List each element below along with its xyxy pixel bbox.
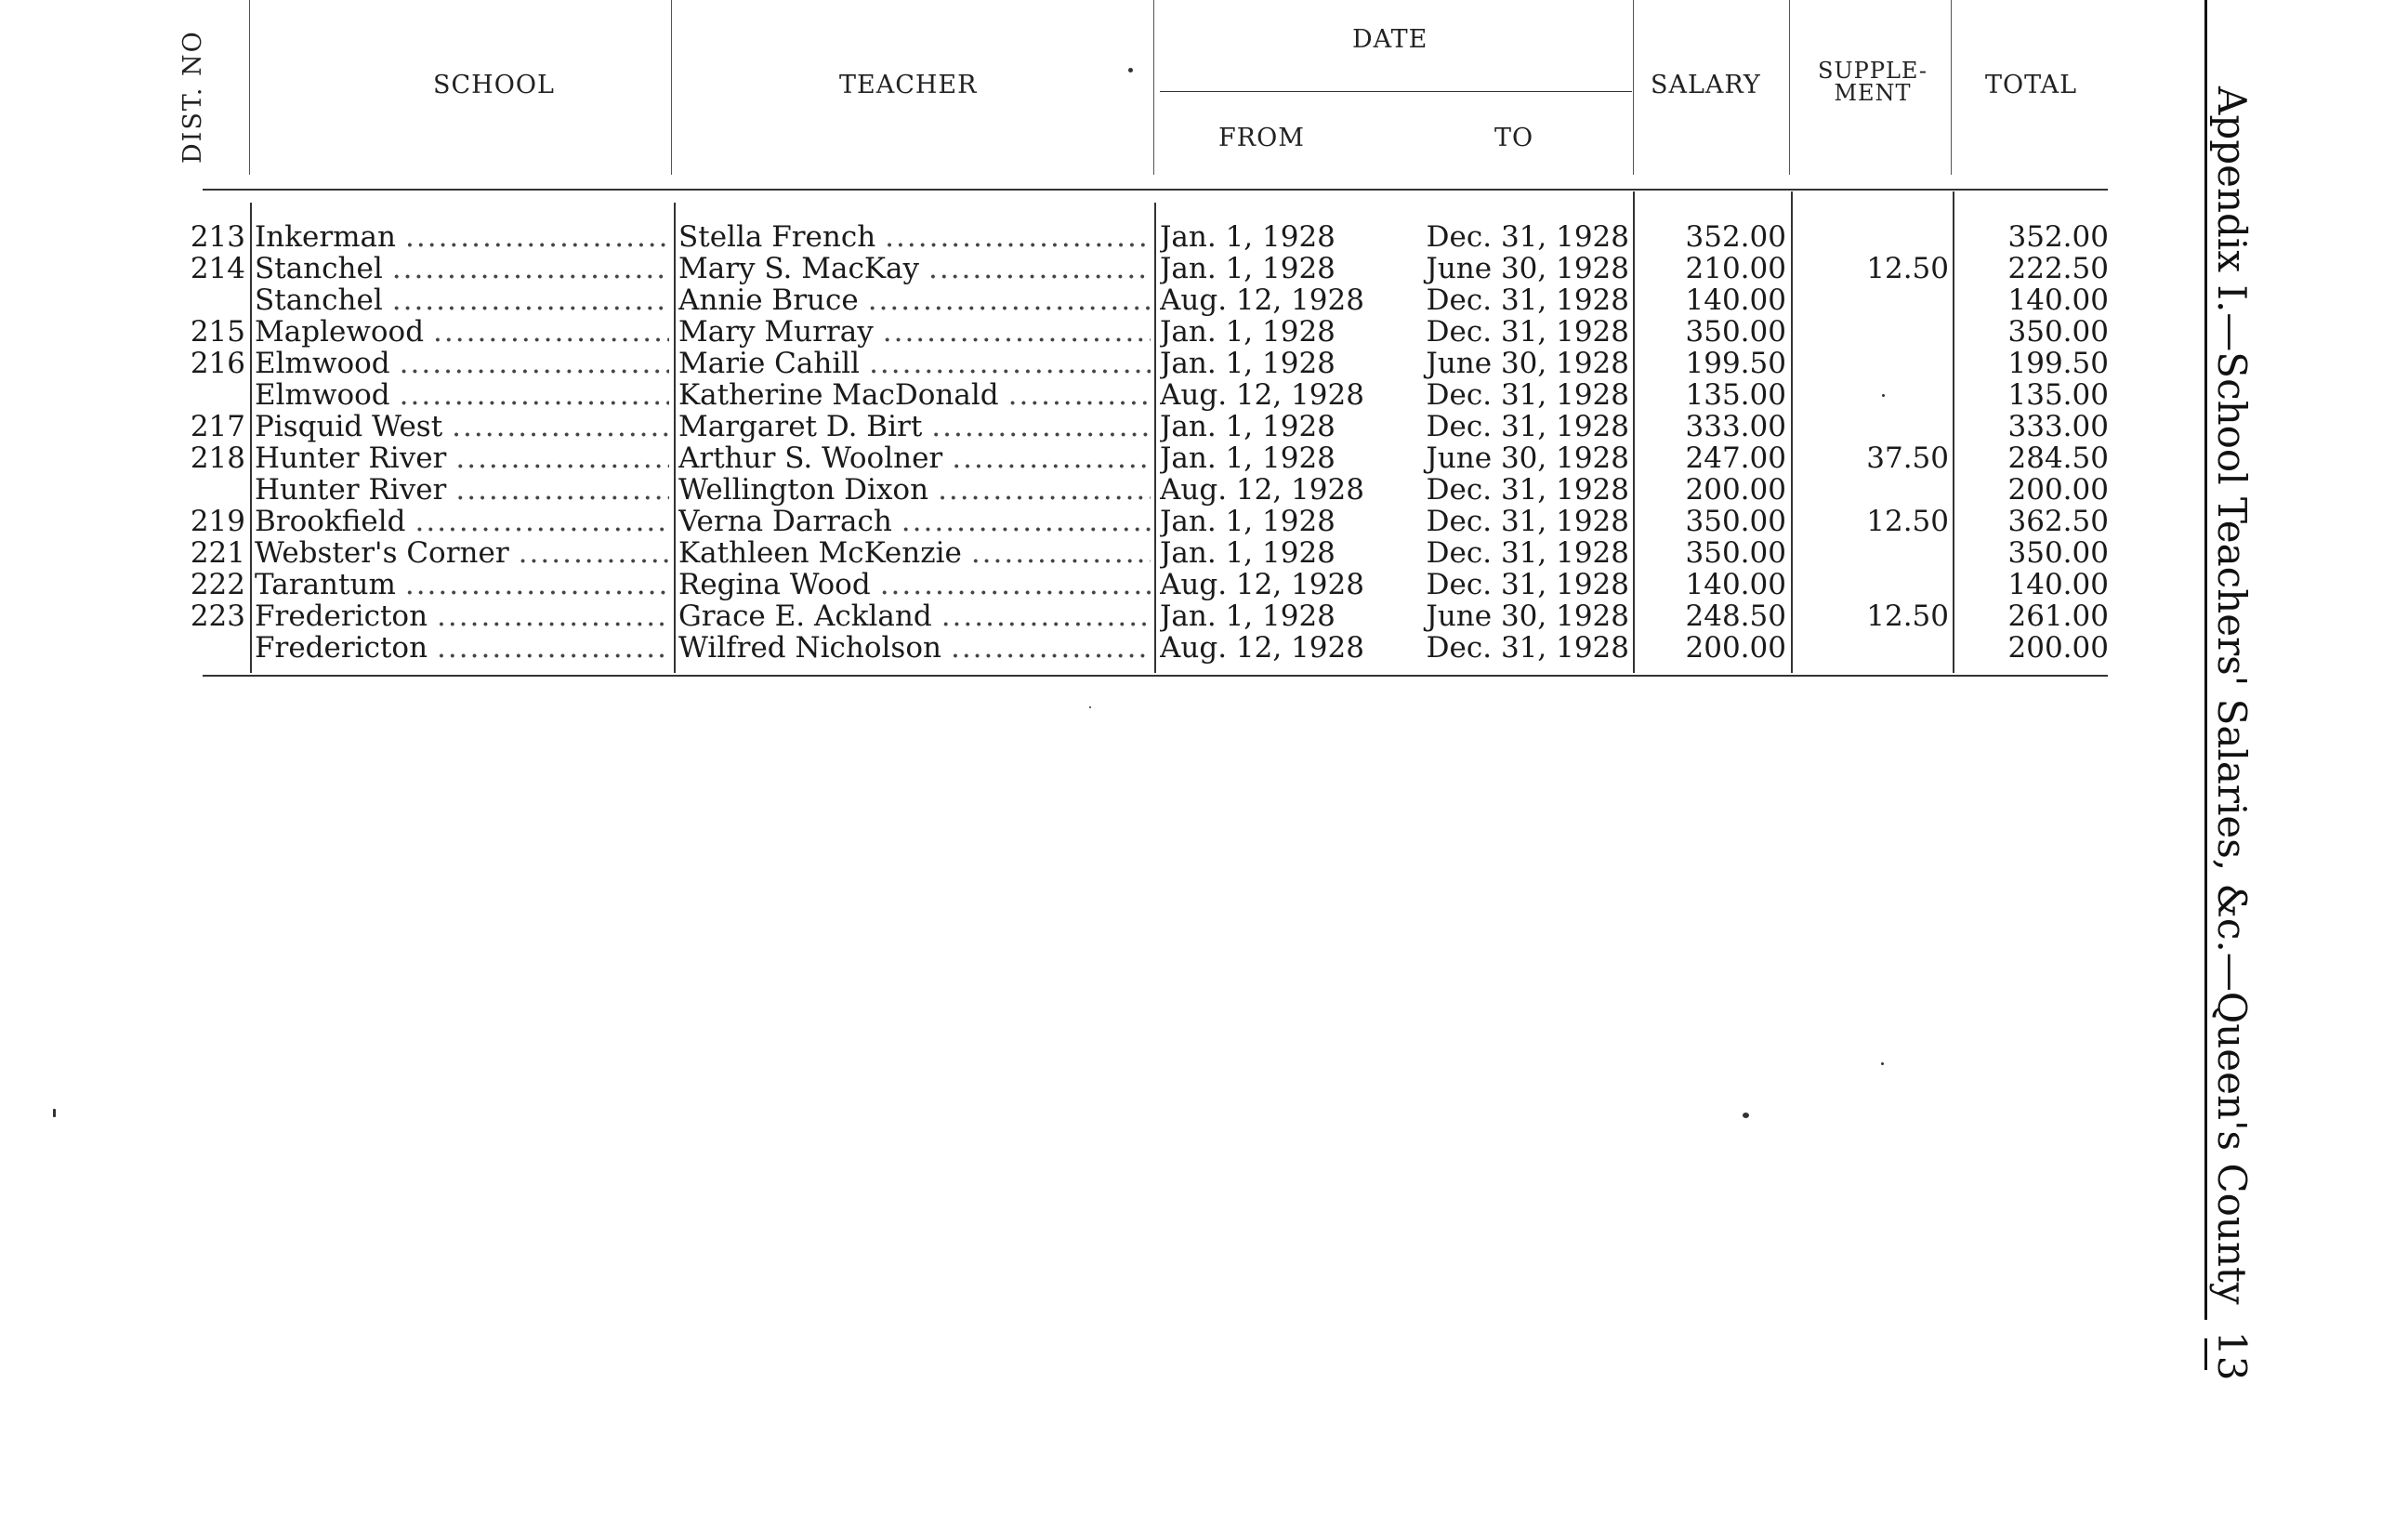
dist-cell: 223: [190, 600, 245, 632]
school-cell: [255, 411, 669, 442]
teacher-name: Mary Murray: [678, 316, 874, 348]
body-divider-teacher: [1154, 203, 1156, 673]
dist-cell: 221: [190, 537, 245, 569]
salary-cell: 248.50: [1685, 600, 1786, 632]
leader-dots: [383, 284, 669, 316]
total-cell: 284.50: [2007, 442, 2109, 474]
leader-dots: [428, 600, 669, 632]
scan-speck: [1882, 394, 1885, 397]
school-cell: [255, 253, 669, 284]
date-from-cell: Aug. 12, 1928: [1160, 284, 1364, 316]
leader-dots: [428, 632, 669, 664]
school-name: Hunter River: [255, 474, 447, 506]
leader-dots: [390, 379, 669, 411]
supplement-cell: 37.50: [1866, 442, 1949, 474]
dist-cell: 214: [190, 253, 245, 284]
salary-cell: 350.00: [1685, 537, 1786, 569]
document-page: DIST. NO SCHOOL TEACHER DATE FROM TO SALARY SUPPLE- MENT TOTAL 213 Inkerman ..... Stella French ..... Jan. 1, 1928 Dec. 31, 1928 352.00 352.00 214 Stanchel ..... Mary S. MacKay ..... Jan. 1, 1928 June 30, 1928 210.00 12.50 222.50 Stanchel ..... Annie Bruce ..... Aug. 12, 1928 Dec. 31, 1928 140.00 140.00 215 Maplewood ..... Mary Murray ..... Jan. 1, 1928 Dec. 31, 1928 350.00 350.00 216 Elmwood ..... Marie Cahill ..... Jan. 1, 1928 June 30, 1928 199.50 199.50 Elmwood ..... Katherine MacDonald ..... Aug. 12, 1928 Dec. 31, 1928 135.00 135.00 217 Pisquid West ..... Margaret D. Birt ..... Jan. 1, 1928 Dec. 31, 1928 333.00 333.00 218 Hunter River ..... Arthur S. Woolner ..... Jan. 1, 1928 June 30, 1928 247.00 37.50 284.50 Hunter River ..... Wellington Dixon ..... Aug. 12, 1928 Dec. 31, 1928 200.00 200.00 219 Brookfield ..... Verna Darrach ..... Jan. 1, 1928 Dec. 31, 1928 350.00 12.50 362.50 221 Webster's Corner ..... Kathleen McKenzie ..... Jan. 1, 1928 Dec. 31, 1928 350.00 350.00 222 Tarantum ..... Regina Wood ..... Aug. 12, 1928 Dec. 31, 1928 140.00 140.00 223 Fredericton ..... Grace E. Ackland ..... Jan. 1, 1928 June 30, 1928 248.50 12.50 261.00 Fredericton ..... Wilfred Nicholson ..... Aug. 12, 1928 Dec. 31, 1928 200.00 200.00 Appendix I.—School Teachers' Salaries, &c.—Queen's County 13: [0, 0, 2408, 1515]
header-divider-salary: [1789, 0, 1790, 175]
header-date-underline: [1160, 91, 1632, 92]
dist-cell: 222: [190, 569, 245, 600]
school-cell: [255, 316, 669, 348]
teacher-name: Marie Cahill: [678, 348, 861, 379]
date-to-cell: Dec. 31, 1928: [1426, 506, 1629, 537]
supplement-cell: 12.50: [1866, 506, 1949, 537]
teacher-name: Wilfred Nicholson: [678, 632, 941, 664]
school-cell: [255, 600, 669, 632]
leader-dots: [859, 284, 1151, 316]
school-cell: [255, 284, 669, 316]
leader-dots: [962, 537, 1151, 569]
teacher-cell: [678, 411, 1151, 442]
scan-speck: [1128, 68, 1133, 72]
total-cell: 199.50: [2007, 348, 2109, 379]
table-bottom-rule: [203, 675, 2108, 677]
total-cell: 350.00: [2007, 537, 2109, 569]
scan-speck: [1881, 1062, 1884, 1065]
total-cell: 333.00: [2007, 411, 2109, 442]
body-divider-date: [1633, 191, 1635, 673]
teacher-cell: [678, 284, 1151, 316]
total-cell: 140.00: [2007, 569, 2109, 600]
teacher-name: Katherine MacDonald: [678, 379, 999, 411]
scan-speck: [1089, 706, 1091, 708]
teacher-cell: [678, 569, 1151, 600]
dist-cell: 216: [190, 348, 245, 379]
header-supplement-line1: SUPPLE-: [1818, 58, 1928, 84]
date-to-cell: Dec. 31, 1928: [1426, 632, 1629, 664]
header-divider-date: [1633, 0, 1634, 175]
teacher-name: Stella French: [678, 221, 876, 253]
date-from-cell: Jan. 1, 1928: [1160, 600, 1336, 632]
margin-rule-lower: [2204, 1338, 2207, 1370]
total-cell: 200.00: [2007, 632, 2109, 664]
scan-speck: [1743, 1113, 1749, 1118]
school-name: Stanchel: [255, 284, 383, 316]
header-teacher: TEACHER: [839, 71, 978, 99]
date-to-cell: June 30, 1928: [1426, 442, 1629, 474]
leader-dots: [383, 253, 669, 284]
leader-dots: [442, 411, 669, 442]
body-divider-supplement: [1953, 191, 1954, 673]
total-cell: 135.00: [2007, 379, 2109, 411]
total-cell: 200.00: [2007, 474, 2109, 506]
header-date: DATE: [1352, 25, 1428, 54]
school-cell: [255, 537, 669, 569]
salary-cell: 199.50: [1685, 348, 1786, 379]
date-from-cell: Aug. 12, 1928: [1160, 379, 1364, 411]
date-from-cell: Jan. 1, 1928: [1160, 253, 1336, 284]
school-name: Brookfield: [255, 506, 406, 537]
header-supplement-line2: MENT: [1834, 80, 1912, 106]
total-cell: 350.00: [2007, 316, 2109, 348]
date-to-cell: Dec. 31, 1928: [1426, 221, 1629, 253]
dist-cell: 218: [190, 442, 245, 474]
scan-speck: [53, 1109, 56, 1117]
date-to-cell: June 30, 1928: [1426, 253, 1629, 284]
date-from-cell: Jan. 1, 1928: [1160, 221, 1336, 253]
salary-cell: 135.00: [1685, 379, 1786, 411]
date-from-cell: Jan. 1, 1928: [1160, 411, 1336, 442]
teacher-name: Wellington Dixon: [678, 474, 929, 506]
school-name: Fredericton: [255, 632, 428, 664]
leader-dots: [928, 474, 1151, 506]
school-cell: [255, 379, 669, 411]
salary-cell: 333.00: [1685, 411, 1786, 442]
date-from-cell: Jan. 1, 1928: [1160, 316, 1336, 348]
leader-dots: [932, 600, 1151, 632]
date-from-cell: Aug. 12, 1928: [1160, 569, 1364, 600]
leader-dots: [396, 569, 669, 600]
school-name: Fredericton: [255, 600, 428, 632]
header-date-to: TO: [1494, 124, 1534, 152]
school-name: Webster's Corner: [255, 537, 509, 569]
total-cell: 140.00: [2007, 284, 2109, 316]
leader-dots: [446, 474, 669, 506]
leader-dots: [860, 348, 1151, 379]
dist-cell: 215: [190, 316, 245, 348]
salary-cell: 200.00: [1685, 632, 1786, 664]
school-cell: [255, 348, 669, 379]
school-name: Maplewood: [255, 316, 425, 348]
header-divider-teacher: [1153, 0, 1154, 175]
school-name: Elmwood: [255, 379, 390, 411]
teacher-cell: [678, 253, 1151, 284]
dist-cell: 219: [190, 506, 245, 537]
salary-cell: 247.00: [1685, 442, 1786, 474]
teacher-name: Arthur S. Woolner: [678, 442, 943, 474]
leader-dots: [446, 442, 669, 474]
leader-dots: [874, 316, 1151, 348]
teacher-cell: [678, 221, 1151, 253]
school-name: Stanchel: [255, 253, 383, 284]
dist-cell: 217: [190, 411, 245, 442]
school-cell: [255, 569, 669, 600]
date-to-cell: June 30, 1928: [1426, 348, 1629, 379]
total-cell: 362.50: [2007, 506, 2109, 537]
date-to-cell: Dec. 31, 1928: [1426, 537, 1629, 569]
teacher-cell: [678, 632, 1151, 664]
school-name: Hunter River: [255, 442, 447, 474]
date-to-cell: Dec. 31, 1928: [1426, 569, 1629, 600]
date-from-cell: Jan. 1, 1928: [1160, 442, 1336, 474]
date-to-cell: Dec. 31, 1928: [1426, 284, 1629, 316]
dist-cell: 213: [190, 221, 245, 253]
leader-dots: [424, 316, 669, 348]
date-from-cell: Aug. 12, 1928: [1160, 474, 1364, 506]
date-to-cell: Dec. 31, 1928: [1426, 379, 1629, 411]
leader-dots: [509, 537, 669, 569]
leader-dots: [406, 506, 670, 537]
teacher-name: Regina Wood: [678, 569, 871, 600]
teacher-name: Kathleen McKenzie: [678, 537, 962, 569]
salary-cell: 140.00: [1685, 284, 1786, 316]
body-divider-dist: [250, 203, 252, 673]
leader-dots: [875, 221, 1151, 253]
teacher-cell: [678, 600, 1151, 632]
supplement-cell: 12.50: [1866, 600, 1949, 632]
school-name: Inkerman: [255, 221, 397, 253]
leader-dots: [396, 221, 669, 253]
salary-cell: 350.00: [1685, 506, 1786, 537]
header-divider-dist: [249, 0, 250, 175]
header-supplement: [1798, 59, 1947, 104]
date-to-cell: Dec. 31, 1928: [1426, 411, 1629, 442]
header-salary: SALARY: [1651, 71, 1761, 99]
teacher-cell: [678, 442, 1151, 474]
teacher-cell: [678, 506, 1151, 537]
teacher-name: Verna Darrach: [678, 506, 892, 537]
leader-dots: [941, 632, 1151, 664]
salary-cell: 200.00: [1685, 474, 1786, 506]
header-school: SCHOOL: [433, 71, 555, 99]
header-divider-school: [671, 0, 672, 175]
leader-dots: [922, 411, 1151, 442]
date-to-cell: Dec. 31, 1928: [1426, 474, 1629, 506]
school-cell: [255, 474, 669, 506]
teacher-cell: [678, 474, 1151, 506]
salary-cell: 350.00: [1685, 316, 1786, 348]
date-from-cell: Aug. 12, 1928: [1160, 632, 1364, 664]
school-cell: [255, 506, 669, 537]
date-from-cell: Jan. 1, 1928: [1160, 537, 1336, 569]
header-date-from: FROM: [1218, 124, 1305, 152]
margin-rule: [2204, 0, 2207, 1320]
total-cell: 261.00: [2007, 600, 2109, 632]
salary-cell: 210.00: [1685, 253, 1786, 284]
teacher-cell: [678, 348, 1151, 379]
date-from-cell: Jan. 1, 1928: [1160, 348, 1336, 379]
date-to-cell: June 30, 1928: [1426, 600, 1629, 632]
school-name: Elmwood: [255, 348, 390, 379]
school-cell: [255, 632, 669, 664]
supplement-cell: 12.50: [1866, 253, 1949, 284]
leader-dots: [919, 253, 1151, 284]
school-cell: [255, 221, 669, 253]
leader-dots: [871, 569, 1151, 600]
body-divider-salary: [1791, 191, 1793, 673]
teacher-name: Annie Bruce: [678, 284, 859, 316]
leader-dots: [999, 379, 1151, 411]
date-to-cell: Dec. 31, 1928: [1426, 316, 1629, 348]
leader-dots: [892, 506, 1151, 537]
body-divider-school: [674, 203, 676, 673]
date-from-cell: Jan. 1, 1928: [1160, 506, 1336, 537]
salary-cell: 140.00: [1685, 569, 1786, 600]
header-total: TOTAL: [1985, 71, 2078, 99]
header-bottom-rule: [203, 189, 2108, 191]
salary-cell: 352.00: [1685, 221, 1786, 253]
leader-dots: [390, 348, 669, 379]
teacher-name: Margaret D. Birt: [678, 411, 923, 442]
total-cell: 352.00: [2007, 221, 2109, 253]
teacher-cell: [678, 316, 1151, 348]
teacher-cell: [678, 537, 1151, 569]
header-divider-supplement: [1951, 0, 1952, 175]
school-name: Tarantum: [255, 569, 396, 600]
teacher-name: Grace E. Ackland: [678, 600, 932, 632]
school-name: Pisquid West: [255, 411, 443, 442]
teacher-cell: [678, 379, 1151, 411]
total-cell: 222.50: [2007, 253, 2109, 284]
leader-dots: [942, 442, 1151, 474]
teacher-name: Mary S. MacKay: [678, 253, 919, 284]
school-cell: [255, 442, 669, 474]
